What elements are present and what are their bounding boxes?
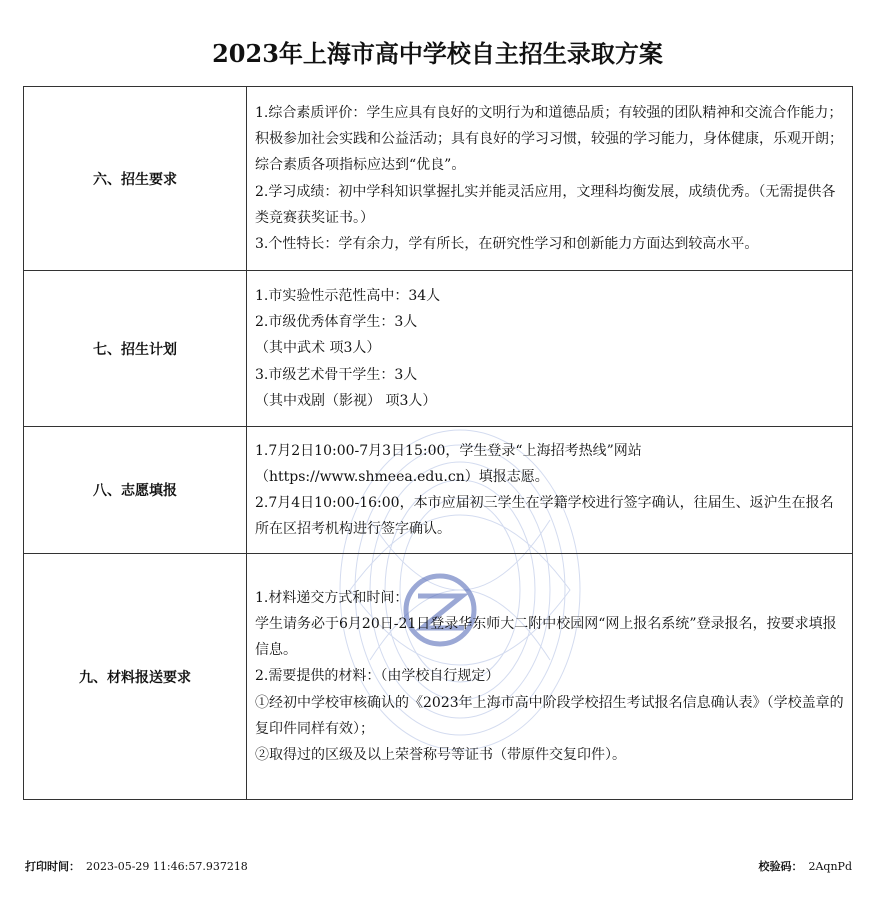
section-content xyxy=(247,554,853,800)
section-label: 七、招生计划 xyxy=(24,271,247,427)
content-line: 2.7月4日10:00-16:00，本市应届初三学生在学籍学校进行签字确认，往届生、返沪生在报名所在区招考机构进行签字确认。 xyxy=(255,495,834,538)
section-row xyxy=(24,271,853,427)
section-content xyxy=(247,427,853,554)
content-line: （其中武术 项3人） xyxy=(255,340,381,357)
content-line: 3.个性特长：学有余力，学有所长，在研究性学习和创新能力方面达到较高水平。 xyxy=(255,235,759,252)
print-time-label: 打印时间： xyxy=(25,860,80,873)
admission-plan-table xyxy=(23,86,853,800)
document-title: 2023年上海市高中学校自主招生录取方案 xyxy=(212,39,663,68)
check-code-label: 校验码： xyxy=(758,860,803,873)
content-line: （其中戏剧（影视） 项3人） xyxy=(255,392,437,409)
section-content xyxy=(247,87,853,271)
section-label: 八、志愿填报 xyxy=(24,427,247,554)
section-row xyxy=(24,554,853,800)
section-row xyxy=(24,427,853,554)
section-content xyxy=(247,271,853,427)
content-line: 1.7月2日10:00-7月3日15:00，学生登录“上海招考热线”网站（https://www.shmeea.edu.cn）填报志愿。 xyxy=(255,442,642,485)
section-row xyxy=(24,87,853,271)
section-label: 九、材料报送要求 xyxy=(24,554,247,800)
content-line: 2.市级优秀体育学生：3人 xyxy=(255,314,418,331)
print-time-value: 2023-05-29 11:46:57.937218 xyxy=(86,860,248,873)
content-line: 1.材料递交方式和时间： xyxy=(255,589,409,606)
content-line: 学生请务必于6月20日-21日登录华东师大二附中校园网“网上报名系统”登录报名，按要求填报信息。 xyxy=(255,615,837,659)
check-code-value: 2AqnPd xyxy=(808,860,852,873)
content-line: 2.需要提供的材料：（由学校自行规定） xyxy=(255,668,500,685)
content-line: 2.学习成绩：初中学科知识掌握扎实并能灵活应用，文理科均衡发展，成绩优秀。（无需提供各类竞赛获奖证书。） xyxy=(255,183,836,226)
content-line: 3.市级艺术骨干学生：3人 xyxy=(255,366,418,383)
content-line: ①经初中学校审核确认的《2023年上海市高中阶段学校招生考试报名信息确认表》（学校盖章的复印件同样有效）； xyxy=(255,694,844,737)
content-line: ②取得过的区级及以上荣誉称号等证书（带原件交复印件）。 xyxy=(255,747,626,763)
content-line: 1.综合素质评价：学生应具有良好的文明行为和道德品质；有较强的团队精神和交流合作能力；积极参加社会实践和公益活动；具有良好的学习习惯，较强的学习能力，身体健康，乐观开朗；综合素质各项指标应达到“优良”。 xyxy=(255,104,843,174)
section-label: 六、招生要求 xyxy=(24,87,247,271)
print-time xyxy=(25,858,248,874)
content-line: 1.市实验性示范性高中：34人 xyxy=(255,287,441,304)
check-code xyxy=(758,858,852,874)
